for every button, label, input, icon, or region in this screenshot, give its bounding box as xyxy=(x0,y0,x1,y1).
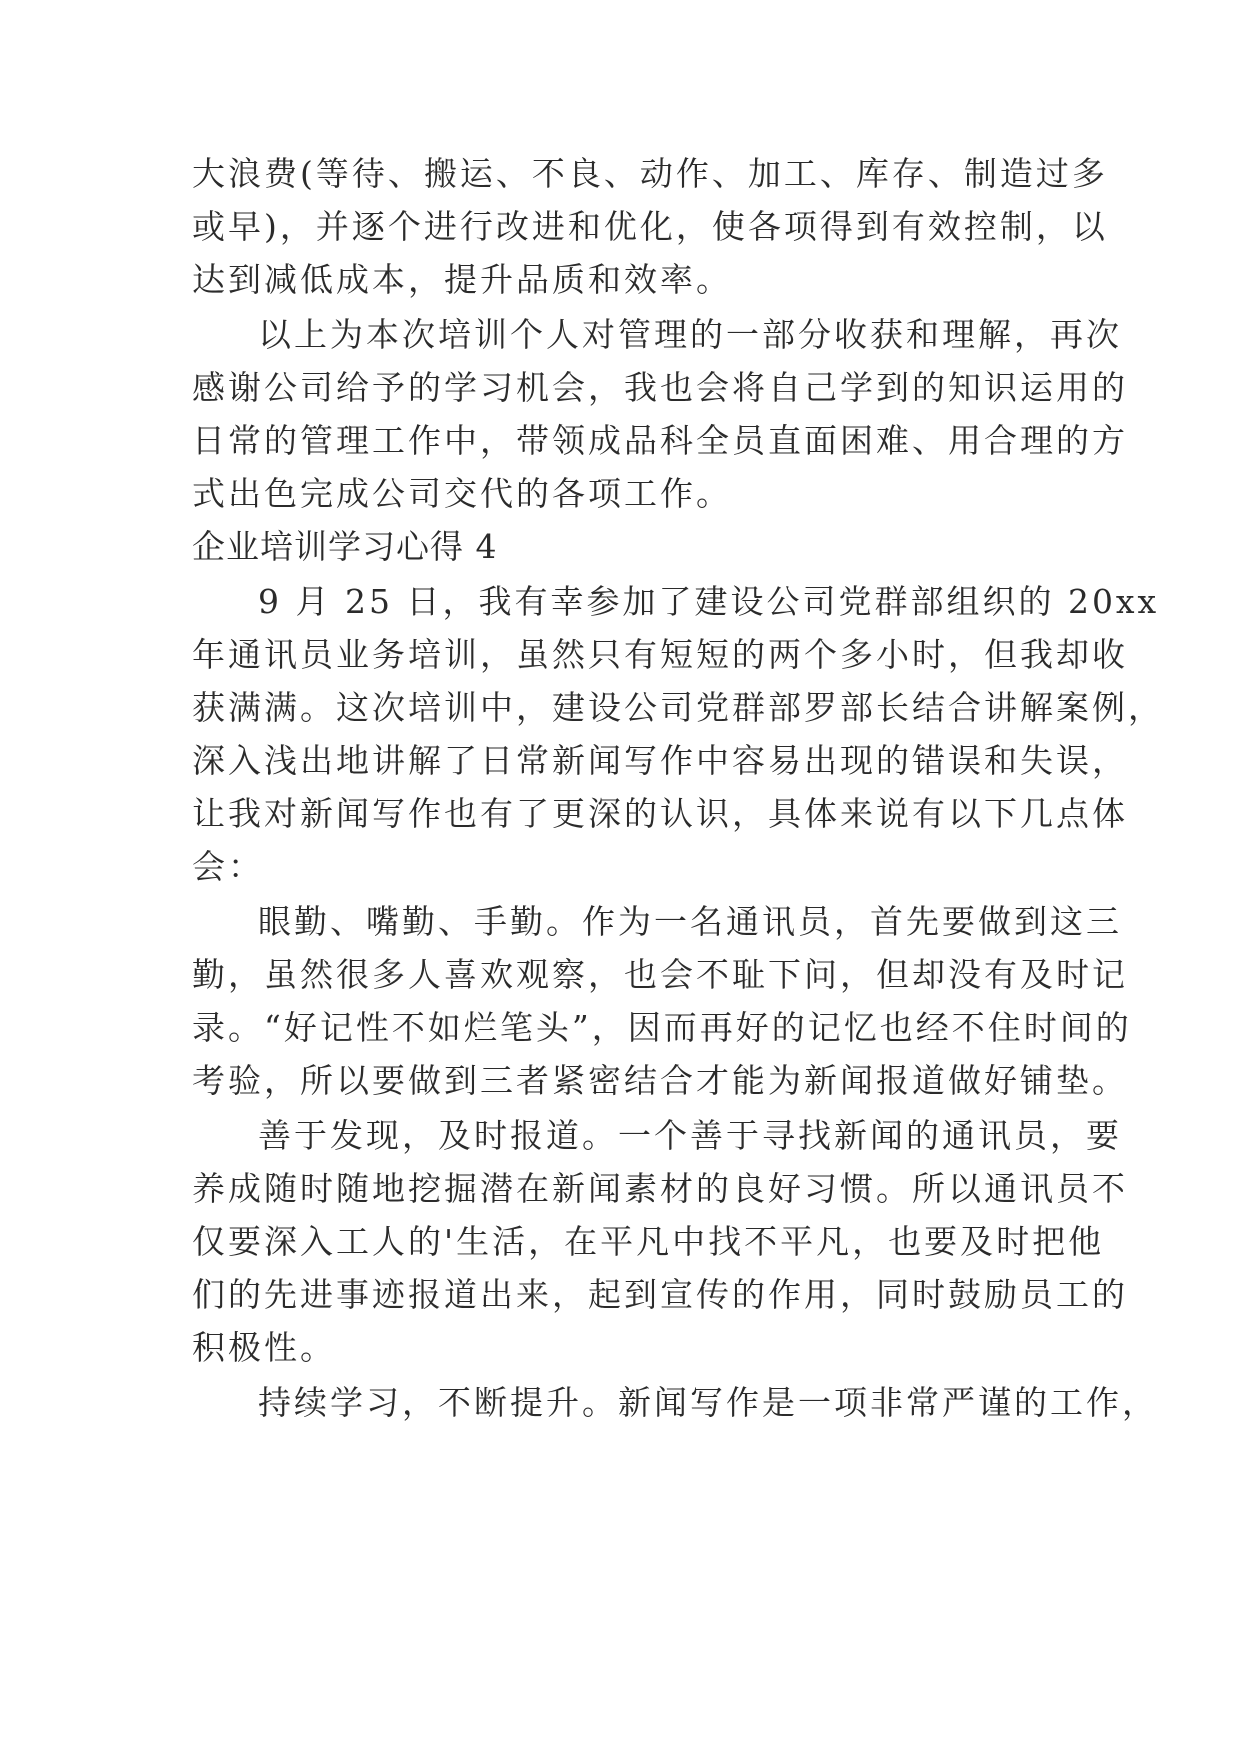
p3-line-2: 养成随时随地挖掘潜在新闻素材的良好习惯。所以通讯员不 xyxy=(192,1169,1128,1208)
section-heading: 企业培训学习心得 4 xyxy=(192,527,498,566)
p3-line-3: 仅要深入工人的'生活，在平凡中找不平凡，也要及时把他 xyxy=(192,1222,1105,1261)
p3-line-4: 们的先进事迹报道出来，起到宣传的作用，同时鼓励员工的 xyxy=(192,1275,1128,1314)
p2-line-4: 考验，所以要做到三者紧密结合才能为新闻报道做好铺垫。 xyxy=(192,1061,1128,1100)
p4-line-1: 持续学习，不断提升。新闻写作是一项非常严谨的工作， xyxy=(258,1383,1158,1422)
intro-line-2: 或早)，并逐个进行改进和优化，使各项得到有效控制，以 xyxy=(192,207,1108,246)
p1-line-3: 获满满。这次培训中，建设公司党群部罗部长结合讲解案例， xyxy=(192,688,1164,727)
p1-line-4: 深入浅出地讲解了日常新闻写作中容易出现的错误和失误， xyxy=(192,741,1128,780)
p2-line-3: 录。“好记性不如烂笔头”，因而再好的记忆也经不住时间的 xyxy=(192,1008,1132,1047)
p3-line-1: 善于发现，及时报道。一个善于寻找新闻的通讯员，要 xyxy=(258,1116,1122,1155)
conclusion-line-3: 日常的管理工作中，带领成品科全员直面困难、用合理的方 xyxy=(192,421,1128,460)
p3-line-5: 积极性。 xyxy=(192,1328,336,1367)
conclusion-line-1: 以上为本次培训个人对管理的一部分收获和理解，再次 xyxy=(258,315,1122,354)
p1-line-1: 9 月 25 日，我有幸参加了建设公司党群部组织的 20xx xyxy=(258,582,1160,621)
p1-line-5: 让我对新闻写作也有了更深的认识，具体来说有以下几点体 xyxy=(192,794,1128,833)
p2-line-1: 眼勤、嘴勤、手勤。作为一名通讯员，首先要做到这三 xyxy=(258,902,1122,941)
p1-line-2: 年通讯员业务培训，虽然只有短短的两个多小时，但我却收 xyxy=(192,635,1128,674)
intro-line-3: 达到减低成本，提升品质和效率。 xyxy=(192,260,732,299)
intro-line-1: 大浪费(等待、搬运、不良、动作、加工、库存、制造过多 xyxy=(192,154,1108,193)
p2-line-2: 勤，虽然很多人喜欢观察，也会不耻下问，但却没有及时记 xyxy=(192,955,1128,994)
p1-line-6: 会： xyxy=(192,847,264,886)
conclusion-line-4: 式出色完成公司交代的各项工作。 xyxy=(192,474,732,513)
conclusion-line-2: 感谢公司给予的学习机会，我也会将自己学到的知识运用的 xyxy=(192,368,1128,407)
